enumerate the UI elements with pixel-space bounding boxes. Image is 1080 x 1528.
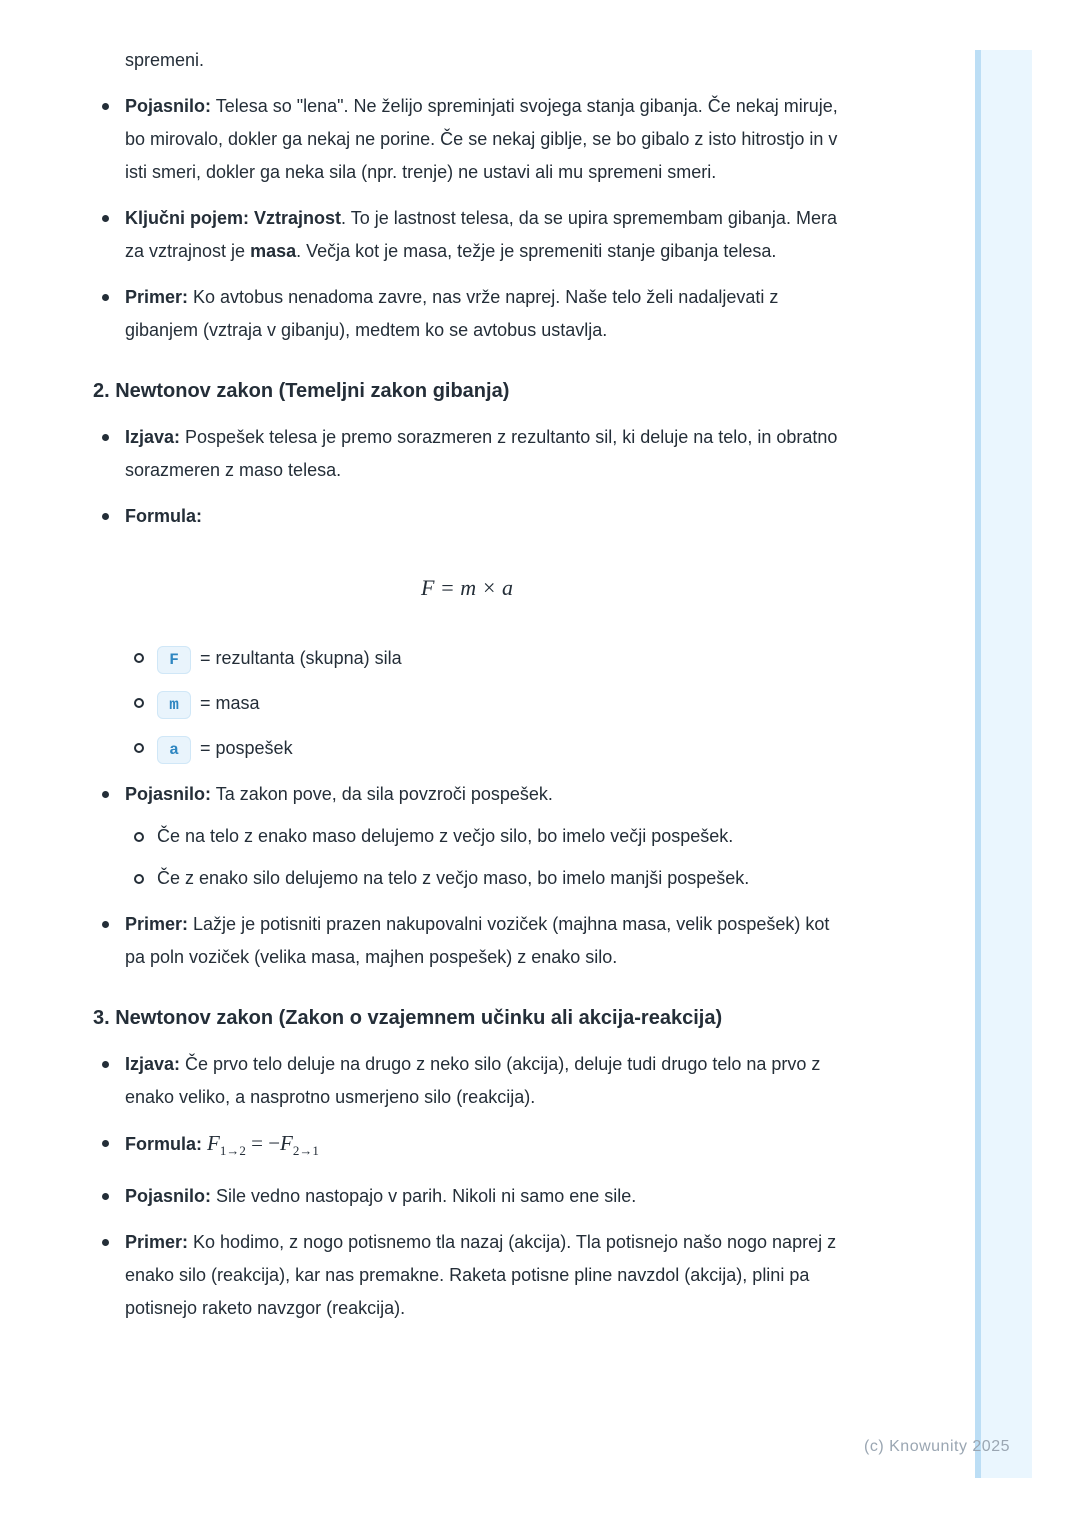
list-item-text: Ko avtobus nenadoma zavre, nas vrže naprej. Naše telo želi nadaljevati z gibanjem (vztraja v gibanju), medtem ko se avtobus ustavlja. [125, 287, 779, 340]
bold-label-primer: Primer: [125, 287, 189, 307]
formula-subscript-2to1: 2→1 [292, 1143, 319, 1159]
list-item-izjava-law3 [93, 1048, 841, 1114]
formula-var-F2: F [280, 1131, 293, 1155]
list-item-pojasnilo-law1 [93, 90, 841, 189]
formula-subscript-1to2: 1→2 [219, 1143, 246, 1159]
bold-label-primer: Primer: [125, 1232, 189, 1253]
list-item-text: Ko hodimo, z nogo potisnemo tla nazaj (akcija). Tla potisnejo našo nogo naprej z enako silo (reakcija), kar nas premakne. Raketa potisne pline navzdol (akcija), plini pa potisnejo raketo navzgor (reakcija). [125, 1232, 837, 1319]
list-item-primer-law3 [93, 1226, 841, 1325]
bold-label-formula: Formula: [125, 506, 203, 526]
bold-label-izjava: Izjava: [125, 1054, 181, 1074]
section-heading-second-law: 2. Newtonov zakon (Temeljni zakon gibanja) [93, 380, 510, 402]
watermark: (c) Knowunity 2025 [864, 1438, 1010, 1455]
bold-label-pojasnilo: Pojasnilo: [125, 96, 212, 116]
formula-equals-minus: = − [245, 1131, 281, 1155]
formula-legend [93, 642, 841, 765]
list-item-text: Ta zakon pove, da sila povzroči pospešek. [211, 784, 553, 804]
list-item-formula-label-law2 [93, 500, 841, 533]
list-item-pojasnilo-law3 [93, 1180, 841, 1213]
sub-list-item-bigger-force: Če na telo z enako maso delujemo z večjo silo, bo imelo večji pospešek. [93, 820, 841, 853]
bold-label-pojasnilo: Pojasnilo: [125, 1186, 212, 1207]
bold-label-pojasnilo: Pojasnilo: [125, 784, 212, 804]
formula-f-equals-ma: F = m × a [420, 575, 514, 600]
bold-label-kljucni-pojem: Ključni pojem: Vztrajnost [125, 208, 342, 228]
list-item-pojasnilo-law2 [93, 778, 841, 811]
list-item-primer-law1 [93, 281, 841, 347]
formula-action-reaction [207, 1131, 319, 1159]
legend-item-acceleration [93, 732, 841, 765]
formula-var-F1: F [207, 1131, 220, 1155]
legend-desc: = pospešek [200, 738, 293, 758]
right-highlight-bar [975, 50, 1032, 1478]
list-item-text: Lažje je potisniti prazen nakupovalni voziček (majhna masa, velik pospešek) kot pa poln voziček (velika masa, majhen pospešek) z enako silo. [125, 914, 830, 967]
section-heading-third-law: 3. Newtonov zakon (Zakon o vzajemnem učinku ali akcija-reakcija) [93, 1007, 723, 1029]
code-chip-m: m [157, 691, 191, 719]
bold-label-izjava: Izjava: [125, 427, 181, 447]
list-item-formula-law3 [93, 1127, 841, 1167]
sub-list-item-bigger-mass: Če z enako silo delujemo na telo z večjo maso, bo imelo manjši pospešek. [93, 862, 841, 895]
paragraph-continuation: spremeni. [125, 50, 205, 70]
bold-label-formula: Formula: [125, 1134, 203, 1154]
legend-item-mass [93, 687, 841, 720]
legend-desc: = masa [200, 693, 260, 713]
list-item-primer-law2 [93, 908, 841, 974]
code-chip-F: F [157, 646, 191, 674]
list-item-text: . To je lastnost telesa, da se upira spremembam gibanja. Mera za vztrajnost je [125, 208, 837, 261]
list-item-text: Če prvo telo deluje na drugo z neko silo (akcija), deluje tudi drugo telo na prvo z enako veliko, a nasprotno usmerjeno silo (reakcija). [125, 1054, 821, 1107]
bold-word-masa: masa [250, 241, 297, 261]
list-item-text: Telesa so "lena". Ne želijo spreminjati svojega stanja gibanja. Če nekaj miruje, bo mirovalo, dokler ga nekaj ne porine. Če se nekaj giblje, se bo gibalo z isto hitrostjo in v isti smeri, dokler ga neka sila (npr. trenje) ne ustavi ali mu spremeni smeri. [125, 96, 838, 182]
list-item-izjava-law2 [93, 421, 841, 487]
bold-label-primer: Primer: [125, 914, 189, 934]
legend-desc: = rezultanta (skupna) sila [200, 648, 402, 668]
list-item-text: Sile vedno nastopajo v parih. Nikoli ni samo ene sile. [211, 1186, 637, 1207]
list-item-text: . Večja kot je masa, težje je spremeniti stanje gibanja telesa. [296, 241, 777, 261]
legend-item-force [93, 642, 841, 675]
list-item-text: Pospešek telesa je premo sorazmeren z rezultanto sil, ki deluje na telo, in obratno sorazmeren z maso telesa. [125, 427, 838, 480]
list-item-kljucni-pojem [93, 202, 841, 268]
document-content [93, 44, 841, 1325]
code-chip-a: a [157, 736, 191, 764]
